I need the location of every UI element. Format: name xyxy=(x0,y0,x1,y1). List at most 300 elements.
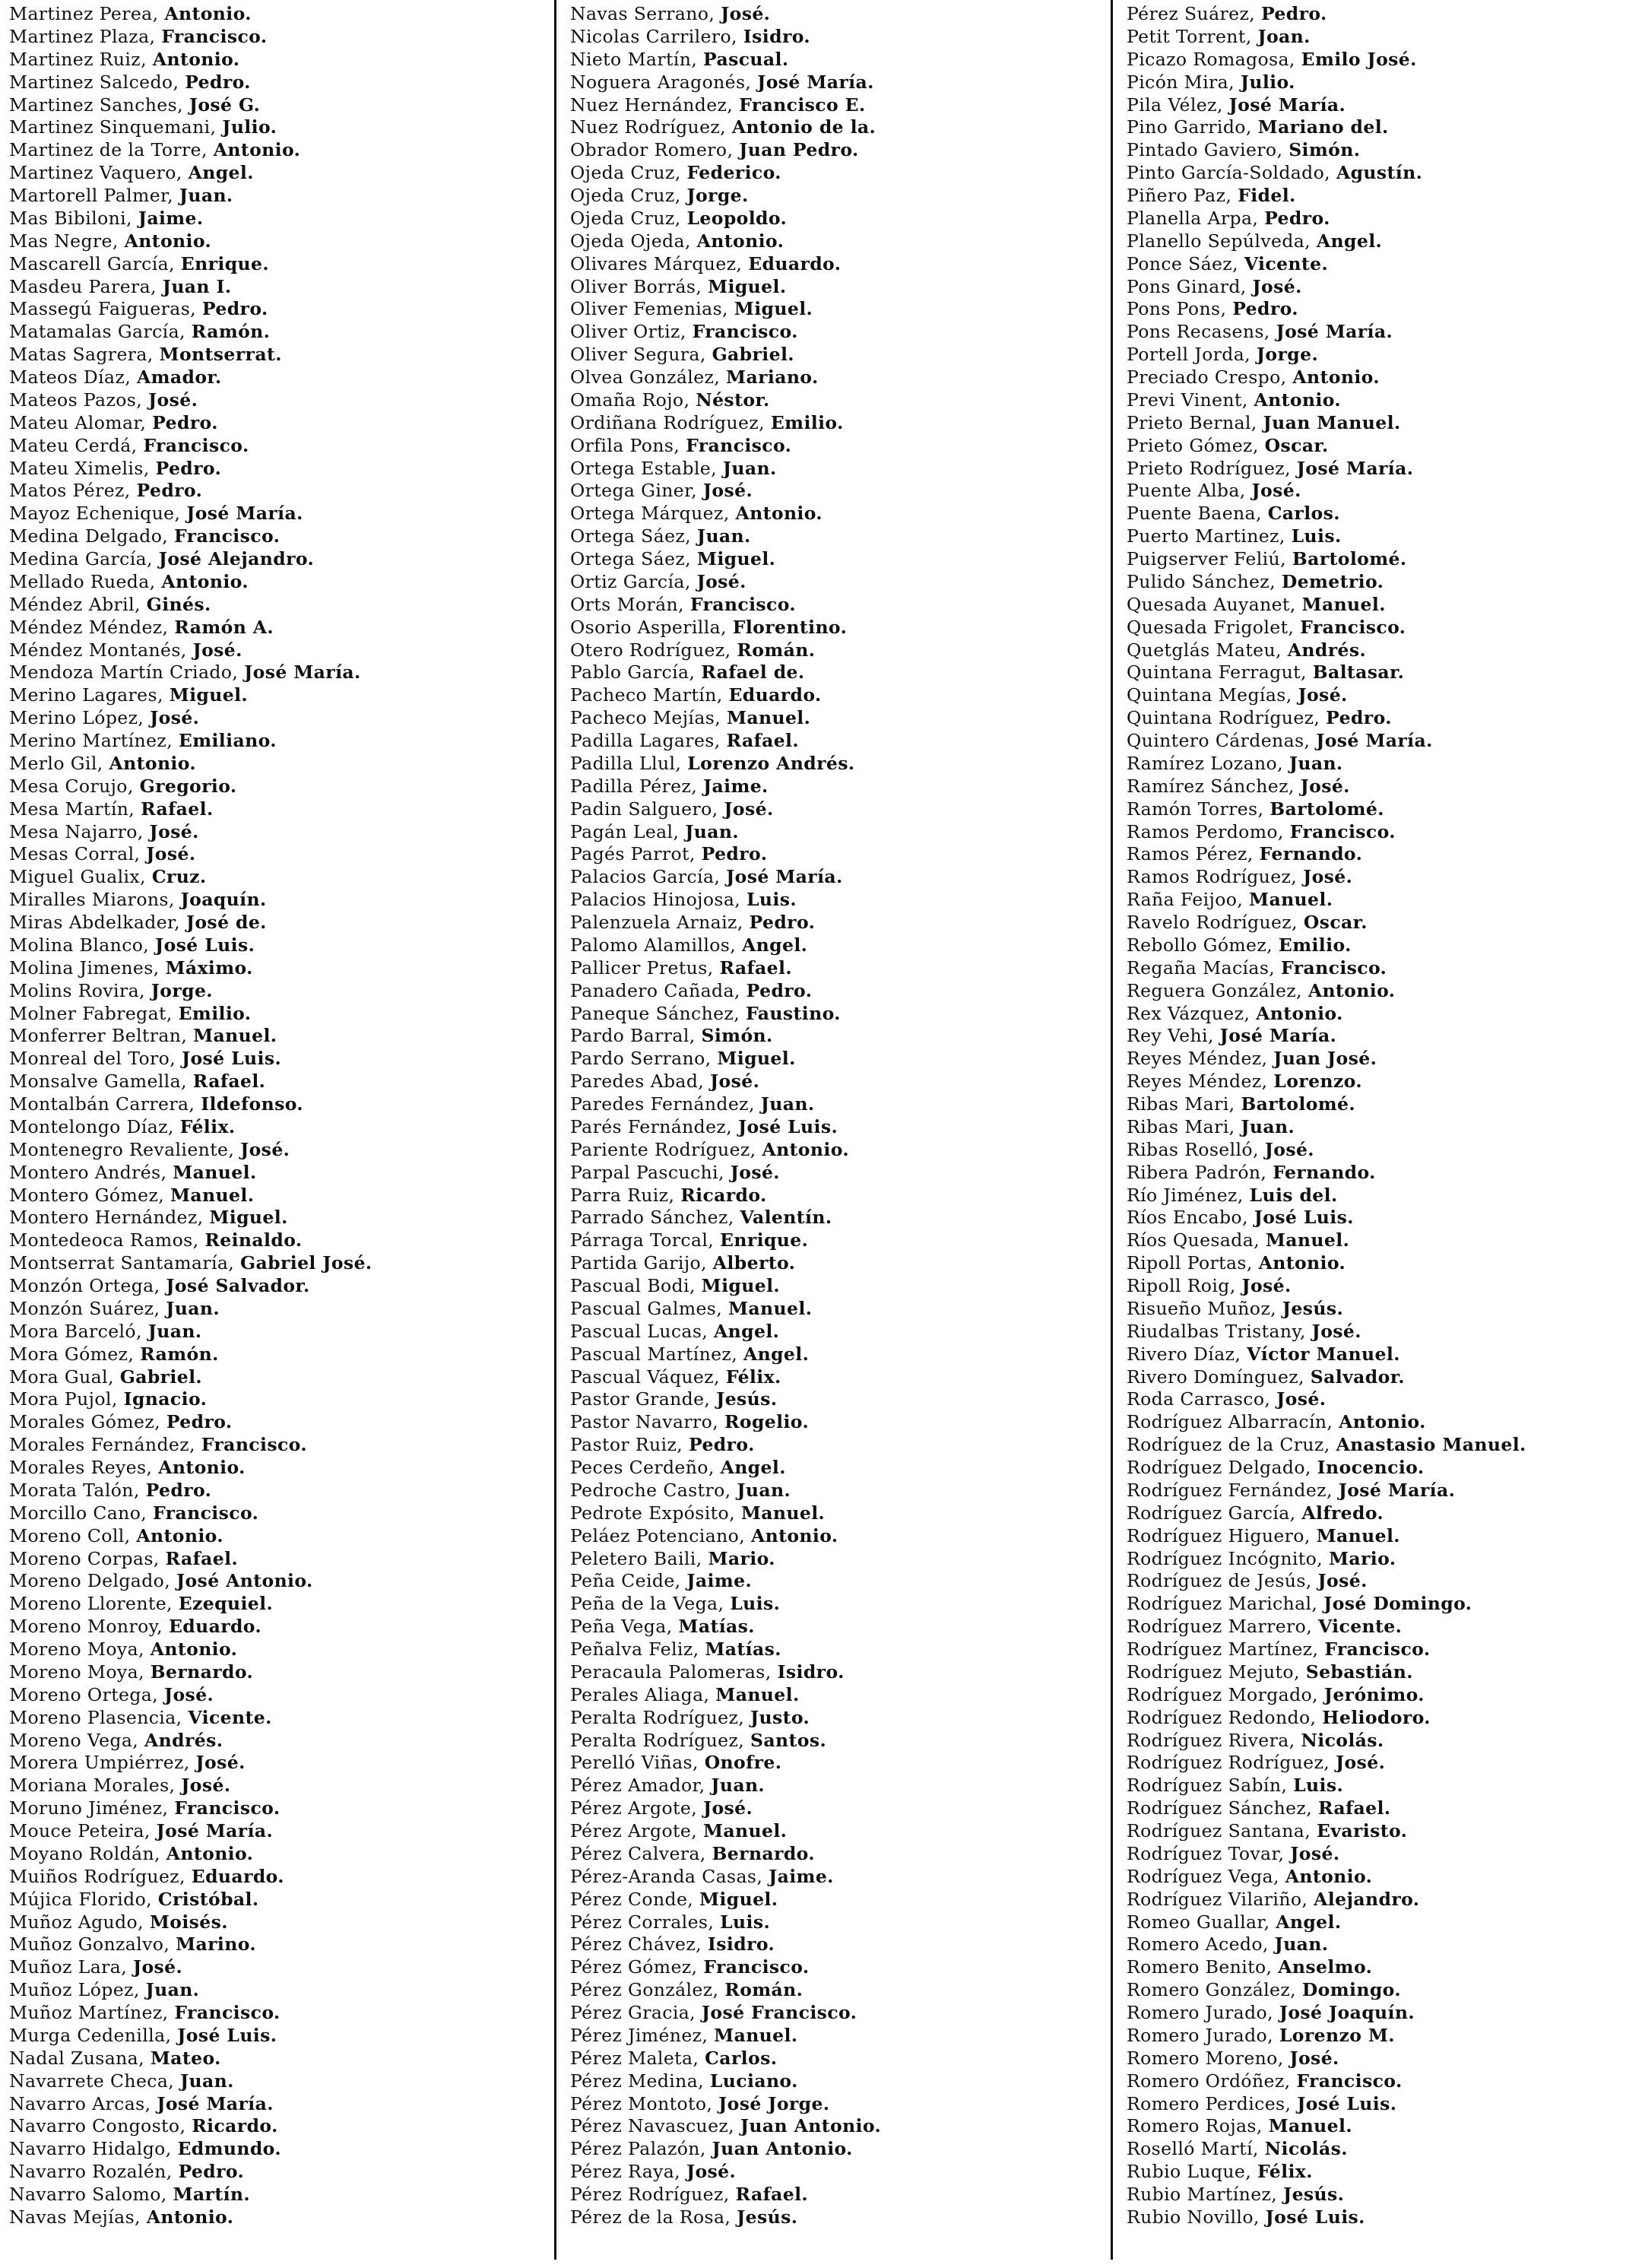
given-name: José Francisco. xyxy=(701,2002,857,2023)
surname: Mesa Corujo, xyxy=(9,775,134,797)
name-entry xyxy=(1127,116,1642,139)
given-name: Jesús. xyxy=(716,1388,778,1410)
surname: Padilla Llul, xyxy=(570,752,682,774)
name-entry xyxy=(9,1889,541,1911)
surname: Ribera Padrón, xyxy=(1127,1161,1267,1183)
surname: Moreno Moya, xyxy=(9,1638,144,1660)
surname: Navarro Hidalgo, xyxy=(9,2138,172,2160)
surname: Rodríguez Mejuto, xyxy=(1127,1661,1300,1683)
surname: Pascual Váquez, xyxy=(570,1366,720,1388)
surname: Oliver Borrás, xyxy=(570,275,702,297)
surname: Paredes Abad, xyxy=(570,1071,705,1093)
given-name: Jorge. xyxy=(686,185,749,206)
surname: Mújica Florido, xyxy=(9,1888,153,1910)
name-entry xyxy=(1127,71,1642,94)
name-entry xyxy=(9,1071,541,1093)
surname: Rex Vázquez, xyxy=(1127,1002,1251,1024)
name-entry xyxy=(1127,1139,1642,1162)
given-name: José María. xyxy=(1316,730,1433,751)
given-name: Florentino. xyxy=(732,616,848,638)
given-name: Amador. xyxy=(137,366,222,388)
surname: Navarrete Checa, xyxy=(9,2070,175,2092)
surname: Peletero Baili, xyxy=(570,1547,702,1569)
surname: Olivares Márquez, xyxy=(570,252,743,274)
name-entry xyxy=(1127,571,1642,594)
given-name: Antonio. xyxy=(213,139,301,161)
given-name: Manuel. xyxy=(170,1184,255,1206)
surname: Mellado Rueda, xyxy=(9,570,156,592)
name-entry xyxy=(1127,1048,1642,1071)
name-entry xyxy=(570,1956,1117,1979)
surname: Pérez Gracia, xyxy=(570,2002,696,2023)
surname: Oliver Segura, xyxy=(570,344,706,366)
name-entry xyxy=(1127,1116,1642,1139)
given-name: Ignacio. xyxy=(123,1388,208,1410)
given-name: Manuel. xyxy=(740,1502,826,1524)
surname: Palacios Hinojosa, xyxy=(570,889,741,911)
name-entry xyxy=(9,753,541,776)
surname: Parés Fernández, xyxy=(570,1115,733,1137)
surname: Ojeda Cruz, xyxy=(570,207,681,229)
given-name: José. xyxy=(192,639,242,661)
surname: Morata Talón, xyxy=(9,1479,140,1501)
surname: Romero Jurado, xyxy=(1127,2024,1273,2046)
name-entry xyxy=(1127,1979,1642,2002)
given-name: Pedro. xyxy=(155,457,222,479)
name-entry xyxy=(570,94,1117,117)
surname: Pérez Gómez, xyxy=(570,1956,698,1978)
surname: Nicolas Carrilero, xyxy=(570,25,737,47)
name-entry xyxy=(570,162,1117,185)
given-name: Pedro. xyxy=(152,411,218,433)
surname: Orts Morán, xyxy=(570,593,684,615)
name-entry xyxy=(1127,707,1642,730)
given-name: Francisco. xyxy=(201,1434,307,1456)
given-name: Emilio. xyxy=(178,1002,252,1024)
surname: Rodríguez Marichal, xyxy=(1127,1593,1318,1615)
name-entry xyxy=(9,94,541,117)
surname: Monferrer Beltran, xyxy=(9,1025,188,1047)
given-name: Ramón. xyxy=(191,321,271,343)
name-entry xyxy=(570,1730,1117,1753)
name-entry xyxy=(570,1388,1117,1411)
given-name: José María. xyxy=(1276,321,1393,343)
given-name: Antonio. xyxy=(1285,1865,1373,1887)
name-entry xyxy=(570,2184,1117,2206)
given-name: Francisco. xyxy=(1300,616,1406,638)
surname: Quesada Auyanet, xyxy=(1127,593,1296,615)
given-name: José. xyxy=(696,570,747,592)
name-entry xyxy=(1127,2184,1642,2206)
given-name: Matías. xyxy=(705,1638,781,1660)
given-name: José Jorge. xyxy=(718,2092,830,2114)
surname: Ortega Sáez, xyxy=(570,525,692,547)
surname: Romero Jurado, xyxy=(1127,2002,1273,2023)
given-name: Anastasio Manuel. xyxy=(1336,1434,1526,1456)
given-name: Antonio. xyxy=(158,1457,246,1478)
surname: Morera Umpiérrez, xyxy=(9,1752,190,1774)
surname: Picón Mira, xyxy=(1127,71,1235,93)
column-divider xyxy=(1111,0,1113,2260)
name-entry xyxy=(9,1207,541,1229)
given-name: Antonio. xyxy=(124,230,212,252)
name-entry xyxy=(9,1275,541,1298)
given-name: Antonio. xyxy=(150,1638,238,1660)
given-name: Emiliano. xyxy=(178,730,277,751)
surname: Miguel Gualix, xyxy=(9,866,146,888)
name-entry xyxy=(9,1638,541,1661)
name-entry xyxy=(570,116,1117,139)
given-name: Jesús. xyxy=(1283,2184,1345,2205)
name-entry xyxy=(1127,1638,1642,1661)
name-entry xyxy=(570,571,1117,594)
given-name: José. xyxy=(724,798,774,820)
name-entry xyxy=(1127,957,1642,980)
given-name: Joan. xyxy=(1257,25,1311,47)
name-entry xyxy=(570,435,1117,458)
given-name: Agustín. xyxy=(1336,162,1423,184)
name-entry xyxy=(9,389,541,412)
name-entry xyxy=(570,2093,1117,2116)
given-name: José Luis. xyxy=(737,1115,838,1137)
surname: Morcillo Cano, xyxy=(9,1502,147,1524)
surname: Murga Cedenilla, xyxy=(9,2024,172,2046)
given-name: Baltasar. xyxy=(1312,661,1405,684)
surname: Rodríguez Santana, xyxy=(1127,1820,1311,1841)
surname: Rodríguez Rodríguez, xyxy=(1127,1752,1330,1774)
name-entry xyxy=(570,730,1117,753)
given-name: Mariano. xyxy=(726,366,819,388)
name-entry xyxy=(1127,980,1642,1003)
surname: Pérez Jiménez, xyxy=(570,2024,708,2046)
surname: Regaña Macías, xyxy=(1127,956,1276,979)
surname: Quesada Frigolet, xyxy=(1127,616,1295,638)
given-name: José María. xyxy=(244,661,361,684)
surname: Peces Cerdeño, xyxy=(570,1457,715,1478)
given-name: Antonio. xyxy=(1339,1411,1426,1433)
given-name: Santos. xyxy=(750,1729,827,1751)
name-entry xyxy=(9,162,541,185)
given-name: Alfredo. xyxy=(1301,1502,1384,1524)
given-name: Francisco. xyxy=(1281,956,1387,979)
given-name: Francisco. xyxy=(703,1956,810,1978)
name-entry xyxy=(9,980,541,1003)
surname: Ponce Sáez, xyxy=(1127,252,1238,274)
surname: Muñoz Martínez, xyxy=(9,2002,169,2023)
surname: Romero González, xyxy=(1127,1979,1297,2001)
surname: Mora Pujol, xyxy=(9,1388,118,1410)
surname: Martinez de la Torre, xyxy=(9,139,208,161)
name-entry xyxy=(1127,1003,1642,1026)
given-name: Inocencio. xyxy=(1317,1457,1425,1478)
name-entry xyxy=(9,776,541,798)
name-entry xyxy=(9,480,541,503)
surname: Ojeda Cruz, xyxy=(570,162,681,184)
name-entry xyxy=(570,480,1117,503)
given-name: Román. xyxy=(724,1979,804,2001)
surname: Pérez Chávez, xyxy=(570,1933,702,1956)
given-name: José. xyxy=(1289,2047,1339,2069)
name-entry xyxy=(570,1298,1117,1321)
surname: Puigserver Feliú, xyxy=(1127,548,1286,569)
surname: Montelongo Díaz, xyxy=(9,1115,174,1137)
given-name: Antonio. xyxy=(1292,366,1380,388)
surname: Oliver Femenias, xyxy=(570,298,728,320)
given-name: Francisco. xyxy=(174,525,281,547)
surname: Parrado Sánchez, xyxy=(570,1207,734,1229)
surname: Rodríguez Marrero, xyxy=(1127,1616,1313,1638)
name-entry xyxy=(1127,49,1642,71)
surname: Ortega Márquez, xyxy=(570,503,730,525)
surname: Rey Vehi, xyxy=(1127,1025,1214,1047)
name-entry xyxy=(9,230,541,253)
given-name: Rafael. xyxy=(735,2184,809,2205)
given-name: José Luis. xyxy=(1265,2206,1365,2228)
given-name: Juan. xyxy=(180,2070,234,2092)
given-name: José María. xyxy=(157,2092,274,2114)
given-name: José de. xyxy=(185,912,267,933)
surname: Pérez Rodríguez, xyxy=(570,2184,730,2205)
name-entry xyxy=(1127,1684,1642,1707)
name-entry xyxy=(1127,1820,1642,1843)
surname: Prieto Rodríguez, xyxy=(1127,457,1291,479)
surname: Moriana Morales, xyxy=(9,1775,176,1797)
surname: Romero Rojas, xyxy=(1127,2115,1263,2137)
name-entry xyxy=(1127,1252,1642,1275)
name-entry xyxy=(1127,321,1642,344)
name-entry xyxy=(1127,1843,1642,1866)
name-entry xyxy=(1127,2115,1642,2138)
name-entry xyxy=(9,707,541,730)
given-name: Oscar. xyxy=(1303,912,1368,933)
given-name: José María. xyxy=(1338,1479,1456,1501)
surname: Romero Moreno, xyxy=(1127,2047,1284,2069)
given-name: Martín. xyxy=(173,2184,250,2205)
name-entry xyxy=(9,1661,541,1684)
name-entry xyxy=(9,26,541,49)
surname: Pagán Leal, xyxy=(570,820,680,842)
name-entry xyxy=(9,1797,541,1820)
given-name: Francisco. xyxy=(689,593,796,615)
name-entry xyxy=(570,1207,1117,1229)
surname: Merino Martínez, xyxy=(9,730,173,751)
given-name: Julio. xyxy=(1240,71,1295,93)
given-name: Luis. xyxy=(1291,525,1342,547)
name-entry xyxy=(9,1684,541,1707)
given-name: Francisco. xyxy=(692,321,798,343)
given-name: Mario. xyxy=(1328,1547,1396,1569)
surname: Risueño Muñoz, xyxy=(1127,1297,1276,1319)
given-name: Vicente. xyxy=(1244,252,1329,274)
name-entry xyxy=(1127,1185,1642,1207)
given-name: Angel. xyxy=(1276,1911,1342,1933)
surname: Pulido Sánchez, xyxy=(1127,570,1276,592)
name-entry xyxy=(570,684,1117,707)
given-name: Juan. xyxy=(1241,1115,1295,1137)
given-name: Onofre. xyxy=(704,1752,782,1774)
given-name: Vicente. xyxy=(188,1706,272,1728)
given-name: Antonio. xyxy=(735,503,823,525)
surname: Muñoz Agudo, xyxy=(9,1911,144,1933)
given-name: Angel. xyxy=(720,1457,786,1478)
name-entry xyxy=(9,1048,541,1071)
name-entry xyxy=(1127,1911,1642,1934)
surname: Ordiñana Rodríguez, xyxy=(570,411,765,433)
name-entry xyxy=(570,1093,1117,1116)
given-name: Angel. xyxy=(743,1343,810,1365)
name-entry xyxy=(570,1025,1117,1048)
surname: Mendoza Martín Criado, xyxy=(9,661,239,684)
surname: Ramírez Sánchez, xyxy=(1127,775,1295,797)
surname: Rodríguez García, xyxy=(1127,1502,1296,1524)
given-name: Rafael. xyxy=(1317,1797,1391,1819)
given-name: Máximo. xyxy=(165,956,253,979)
surname: Pascual Martínez, xyxy=(570,1343,738,1365)
given-name: Juan. xyxy=(685,820,739,842)
given-name: José. xyxy=(721,3,771,24)
surname: Quintana Rodríguez, xyxy=(1127,707,1320,729)
name-entry xyxy=(1127,798,1642,821)
name-entry xyxy=(9,185,541,208)
given-name: José. xyxy=(1336,1752,1386,1774)
name-entry xyxy=(9,253,541,276)
name-entry xyxy=(570,366,1117,389)
given-name: Antonio. xyxy=(1254,389,1341,411)
name-entry xyxy=(570,412,1117,435)
name-entry xyxy=(1127,503,1642,525)
given-name: Angel. xyxy=(188,162,254,184)
given-name: Gabriel José. xyxy=(240,1252,372,1274)
surname: Mateos Díaz, xyxy=(9,366,132,388)
name-entry xyxy=(570,1866,1117,1889)
surname: Rubio Martínez, xyxy=(1127,2184,1278,2205)
given-name: Simón. xyxy=(701,1025,773,1047)
name-entry xyxy=(9,344,541,366)
name-entry xyxy=(1127,1025,1642,1048)
given-name: Pedro. xyxy=(689,1434,755,1456)
given-name: Pedro. xyxy=(166,1411,233,1433)
surname: Quintana Megías, xyxy=(1127,684,1292,706)
name-entry xyxy=(1127,1093,1642,1116)
name-entry xyxy=(1127,1411,1642,1434)
name-entry xyxy=(570,2115,1117,2138)
surname: Ribas Mari, xyxy=(1127,1115,1235,1137)
surname: Montero Hernández, xyxy=(9,1207,204,1229)
given-name: José María. xyxy=(757,71,874,93)
surname: Orfila Pons, xyxy=(570,434,680,456)
name-entry xyxy=(570,1003,1117,1026)
name-entry xyxy=(1127,253,1642,276)
surname: Monzón Suárez, xyxy=(9,1297,160,1319)
surname: Martinez Salcedo, xyxy=(9,71,179,93)
surname: Paneque Sánchez, xyxy=(570,1002,740,1024)
surname: Moreno Vega, xyxy=(9,1729,139,1751)
name-entry xyxy=(1127,1434,1642,1457)
name-entry xyxy=(1127,1366,1642,1389)
name-entry xyxy=(570,798,1117,821)
given-name: Francisco. xyxy=(686,434,792,456)
surname: Pons Pons, xyxy=(1127,298,1227,320)
given-name: Simón. xyxy=(1289,139,1361,161)
given-name: Lorenzo. xyxy=(1273,1071,1362,1093)
name-entry xyxy=(9,1979,541,2002)
surname: Rebollo Gómez, xyxy=(1127,934,1273,956)
surname: Muñoz Gonzalvo, xyxy=(9,1933,170,1956)
name-entry xyxy=(570,139,1117,162)
surname: Paredes Fernández, xyxy=(570,1093,755,1115)
name-entry xyxy=(9,1570,541,1593)
name-entry xyxy=(1127,2025,1642,2048)
surname: Pérez Medina, xyxy=(570,2070,704,2092)
name-entry xyxy=(1127,821,1642,844)
given-name: Edmundo. xyxy=(177,2138,281,2160)
surname: Medina Delgado, xyxy=(9,525,169,547)
given-name: José. xyxy=(1264,1138,1314,1160)
name-entry xyxy=(570,253,1117,276)
given-name: José. xyxy=(163,1683,214,1705)
given-name: Antonio. xyxy=(161,570,249,592)
surname: Riudalbas Tristany, xyxy=(1127,1320,1306,1342)
given-name: José Domingo. xyxy=(1323,1593,1472,1615)
name-entry xyxy=(9,1366,541,1389)
given-name: Román. xyxy=(737,639,816,661)
name-entry xyxy=(9,1139,541,1162)
given-name: Manuel. xyxy=(1301,593,1386,615)
surname: Perales Aliaga, xyxy=(570,1683,710,1705)
given-name: Ginés. xyxy=(146,593,211,615)
name-entry xyxy=(1127,26,1642,49)
name-entry xyxy=(9,1025,541,1048)
name-entry xyxy=(1127,617,1642,639)
surname: Peña Ceide, xyxy=(570,1570,681,1592)
name-entry xyxy=(9,3,541,26)
name-entry xyxy=(570,707,1117,730)
given-name: Jesús. xyxy=(737,2206,798,2228)
given-name: Miguel. xyxy=(734,298,813,320)
name-entry xyxy=(1127,525,1642,548)
given-name: Miguel. xyxy=(701,1275,780,1296)
name-entry xyxy=(9,1525,541,1548)
given-name: José. xyxy=(1317,1570,1368,1592)
name-entry xyxy=(570,26,1117,49)
name-entry xyxy=(9,1185,541,1207)
given-name: Antonio. xyxy=(136,1524,223,1546)
given-name: José G. xyxy=(189,94,261,116)
name-entry xyxy=(9,821,541,844)
name-entry xyxy=(9,1321,541,1343)
surname: Montero Andrés, xyxy=(9,1161,167,1183)
name-entry xyxy=(570,3,1117,26)
surname: Rodríguez Delgado, xyxy=(1127,1457,1311,1478)
given-name: Manuel. xyxy=(702,1820,788,1841)
given-name: Antonio. xyxy=(1308,979,1396,1001)
given-name: Luis. xyxy=(1293,1775,1344,1797)
given-name: Cruz. xyxy=(151,866,207,888)
name-entry xyxy=(570,934,1117,957)
name-entry xyxy=(9,912,541,934)
name-entry xyxy=(9,71,541,94)
given-name: José. xyxy=(132,1956,183,1978)
name-entry xyxy=(9,1502,541,1525)
given-name: Pedro. xyxy=(1264,207,1330,229)
name-entry xyxy=(570,1366,1117,1389)
name-entry xyxy=(1127,661,1642,684)
surname: Navarro Arcas, xyxy=(9,2092,151,2114)
given-name: Pedro. xyxy=(136,480,203,502)
name-entry xyxy=(1127,1071,1642,1093)
surname: Navarro Salomo, xyxy=(9,2184,167,2205)
given-name: José. xyxy=(1298,684,1348,706)
